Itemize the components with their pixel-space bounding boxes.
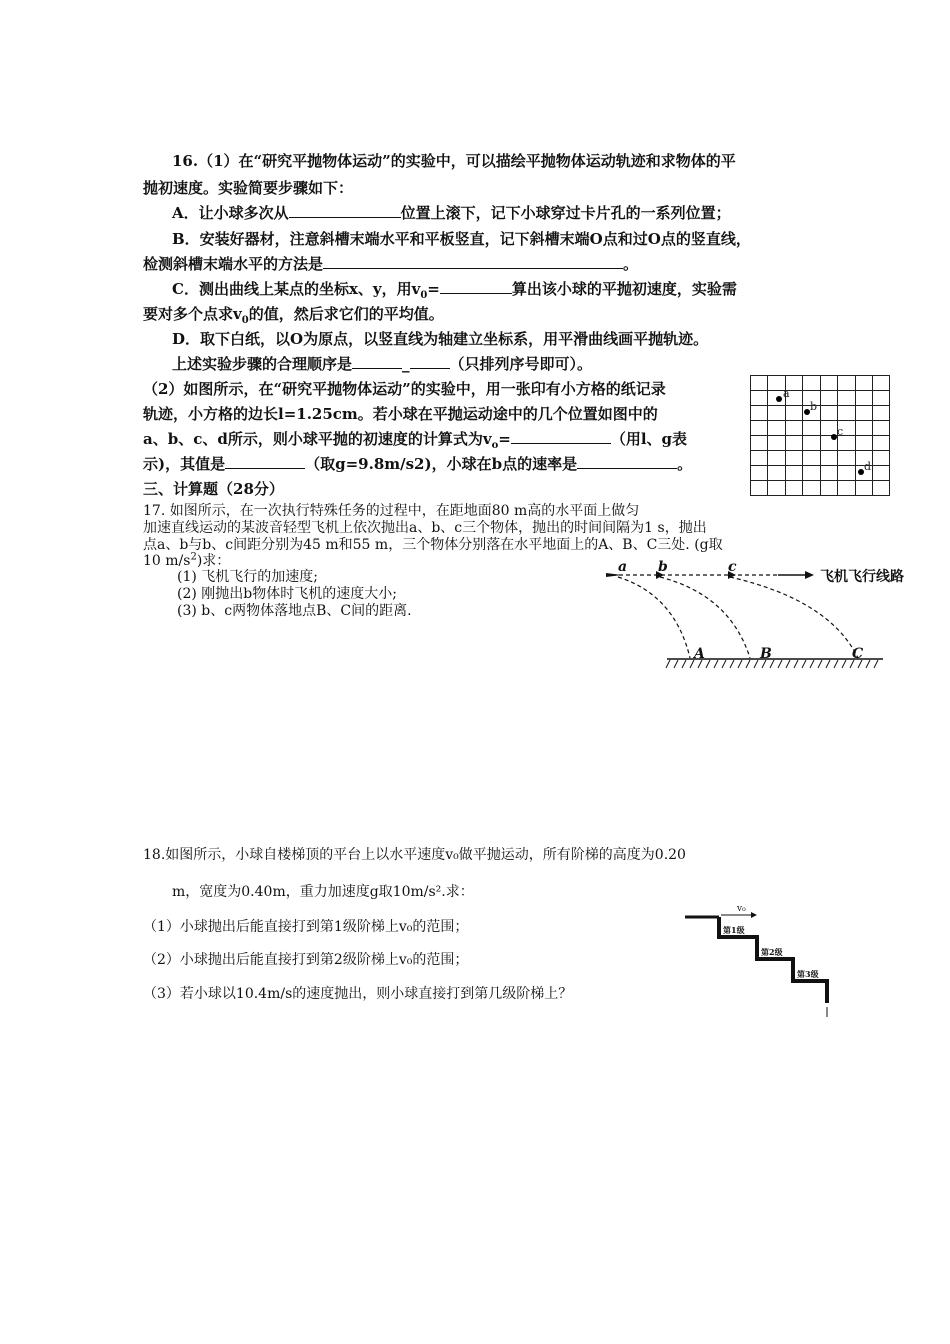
fig-ground-C: C — [852, 646, 864, 662]
q17-item3: (3) b、c两物体落地点B、C间的距离. — [177, 603, 412, 619]
q16-order — [172, 353, 592, 374]
fig-ground-A: A — [694, 646, 705, 662]
q16-step-a-post: 位置上滚下，记下小球穿过卡片孔的一系列位置； — [400, 204, 731, 222]
v0-subscript-2: 0 — [241, 315, 249, 326]
q16-step-c2-post: 的值，然后求它们的平均值。 — [248, 305, 444, 323]
q16-step-a-pre: A．让小球多次从 — [172, 204, 289, 222]
step-3-label: 第3级 — [797, 969, 819, 979]
q16-part2-line4 — [143, 453, 692, 474]
q16-step-a — [172, 202, 731, 223]
q16-step-b-post: 。 — [623, 255, 639, 273]
q17-item1: (1) 飞机飞行的加速度; — [177, 569, 318, 585]
q16-p2d-pre: 示)，其值是 — [143, 455, 226, 473]
q16-blank-formula[interactable] — [511, 429, 611, 444]
q16-step-c-eq: = — [427, 280, 440, 298]
q17-line1: 17. 如图所示，在一次执行特殊任务的过程中，在距地面80 m高的水平面上做匀 — [143, 503, 640, 519]
q16-step-c-line2 — [143, 303, 444, 326]
stairs-figure — [685, 903, 835, 1021]
q16-intro-line2: 抛初速度。实验简要步骤如下： — [143, 179, 354, 197]
fig-ground-B: B — [760, 646, 772, 662]
q16-part2-line1: （2）如图所示，在“研究平抛物体运动”的实验中，用一张印有小方格的纸记录 — [143, 380, 666, 398]
q16-blank-order1[interactable] — [352, 354, 402, 369]
flight-route-label: 飞机飞行线路 — [820, 569, 904, 585]
v0-arrow — [751, 912, 757, 918]
fig-point-a: a — [618, 559, 628, 575]
q18-line1: 18.如图所示，小球自楼梯顶的平台上以水平速度v₀做平抛运动，所有阶梯的高度为0.20 — [143, 847, 686, 863]
q16-order-sep: _ — [402, 355, 410, 373]
q17-l4-pre: 10 m/s — [143, 553, 191, 569]
q16-intro-line1: 16.（1）在“研究平抛物体运动”的实验中，可以描绘平抛物体运动轨迹和求物体的平 — [172, 152, 736, 170]
q16-blank-b[interactable] — [323, 254, 623, 269]
grid-label-b: b — [810, 400, 818, 413]
grid-label-a: a — [783, 387, 790, 400]
q16-part2-line2: 轨迹，小方格的边长l=1.25cm。若小球在平抛运动途中的几个位置如图中的 — [143, 405, 658, 423]
q18-item3: （3）若小球以10.4m/s的速度抛出，则小球直接打到第几级阶梯上？ — [143, 986, 573, 1002]
q16-step-c-pre: C．测出曲线上某点的坐标x、y，用v — [172, 280, 421, 298]
q16-step-b-line1: B．安装好器材，注意斜槽末端水平和平板竖直，记下斜槽末端O点和过O点的竖直线， — [172, 230, 751, 248]
fig-point-c: c — [728, 559, 737, 575]
vo-subscript: o — [491, 440, 499, 451]
fig-point-b: b — [658, 559, 668, 575]
q16-step-b-pre: 检测斜槽末端水平的方法是 — [143, 255, 324, 273]
step-2-label: 第2级 — [761, 947, 783, 957]
flight-direction-arrow — [805, 571, 814, 579]
q16-blank-speed[interactable] — [577, 454, 677, 469]
q16-p2c-pre: a、b、c、d所示，则小球平抛的初速度的计算式为v — [143, 430, 492, 448]
q16-blank-order2[interactable] — [410, 354, 450, 369]
grid-label-c: c — [837, 425, 844, 438]
q18-item2: （2）小球抛出后能直接打到第2级阶梯上v₀的范围； — [143, 952, 469, 968]
trajectory-b — [660, 577, 750, 658]
q16-step-d: D．取下白纸，以O为原点，以竖直线为轴建立坐标系，用平滑曲线画平抛轨迹。 — [172, 330, 709, 348]
trajectory-a — [618, 577, 690, 658]
q16-order-pre: 上述实验步骤的合理顺序是 — [172, 355, 353, 373]
section-3-heading: 三、计算题（28分） — [143, 480, 284, 498]
fig-v0-label: v₀ — [737, 904, 746, 914]
q16-blank-c[interactable] — [440, 279, 512, 294]
q16-p2c-post: （用l、g表 — [610, 430, 687, 448]
q16-step-c-line1 — [172, 278, 737, 301]
grid-point-a — [776, 396, 782, 402]
q16-step-b-line2 — [143, 253, 638, 274]
q18-item1: （1）小球抛出后能直接打到第1级阶梯上v₀的范围； — [143, 919, 469, 935]
step-1-label: 第1级 — [723, 925, 745, 935]
trajectory-c — [730, 577, 858, 658]
q16-step-c2-pre: 要对多个点求v — [143, 305, 242, 323]
q17-l4-sup: 2 — [190, 551, 197, 563]
q17-l4-post: )求： — [196, 553, 231, 569]
q16-order-post: （只排列序号即可）。 — [449, 355, 593, 373]
q16-p2c-eq: = — [498, 430, 511, 448]
q17-line3: 点a、b与b、c间距分别为45 m和55 m，三个物体分别落在水平地面上的A、B、C三处. (g取 — [143, 537, 723, 553]
q16-blank-a[interactable] — [289, 203, 401, 218]
q16-part2-line3 — [143, 428, 687, 451]
grid-label-d: d — [864, 460, 872, 473]
airplane-figure — [600, 559, 904, 680]
q18-line2: m，宽度为0.40m，重力加速度g取10m/s².求： — [172, 884, 474, 900]
q16-step-c-post: 算出该小球的平抛初速度，实验需 — [511, 280, 737, 298]
q17-line2: 加速直线运动的某波音轻型飞机上依次抛出a、b、c三个物体，抛出的时间间隔为1 s，抛出 — [143, 520, 707, 536]
q16-blank-value[interactable] — [225, 454, 305, 469]
q16-p2d-post: 。 — [677, 455, 693, 473]
q17-item2: (2) 刚抛出b物体时飞机的速度大小; — [177, 586, 397, 602]
q16-p2d-mid: （取g=9.8m/s2)，小球在b点的速率是 — [305, 455, 578, 473]
grid-figure — [750, 375, 892, 497]
v0-subscript: 0 — [420, 290, 428, 301]
